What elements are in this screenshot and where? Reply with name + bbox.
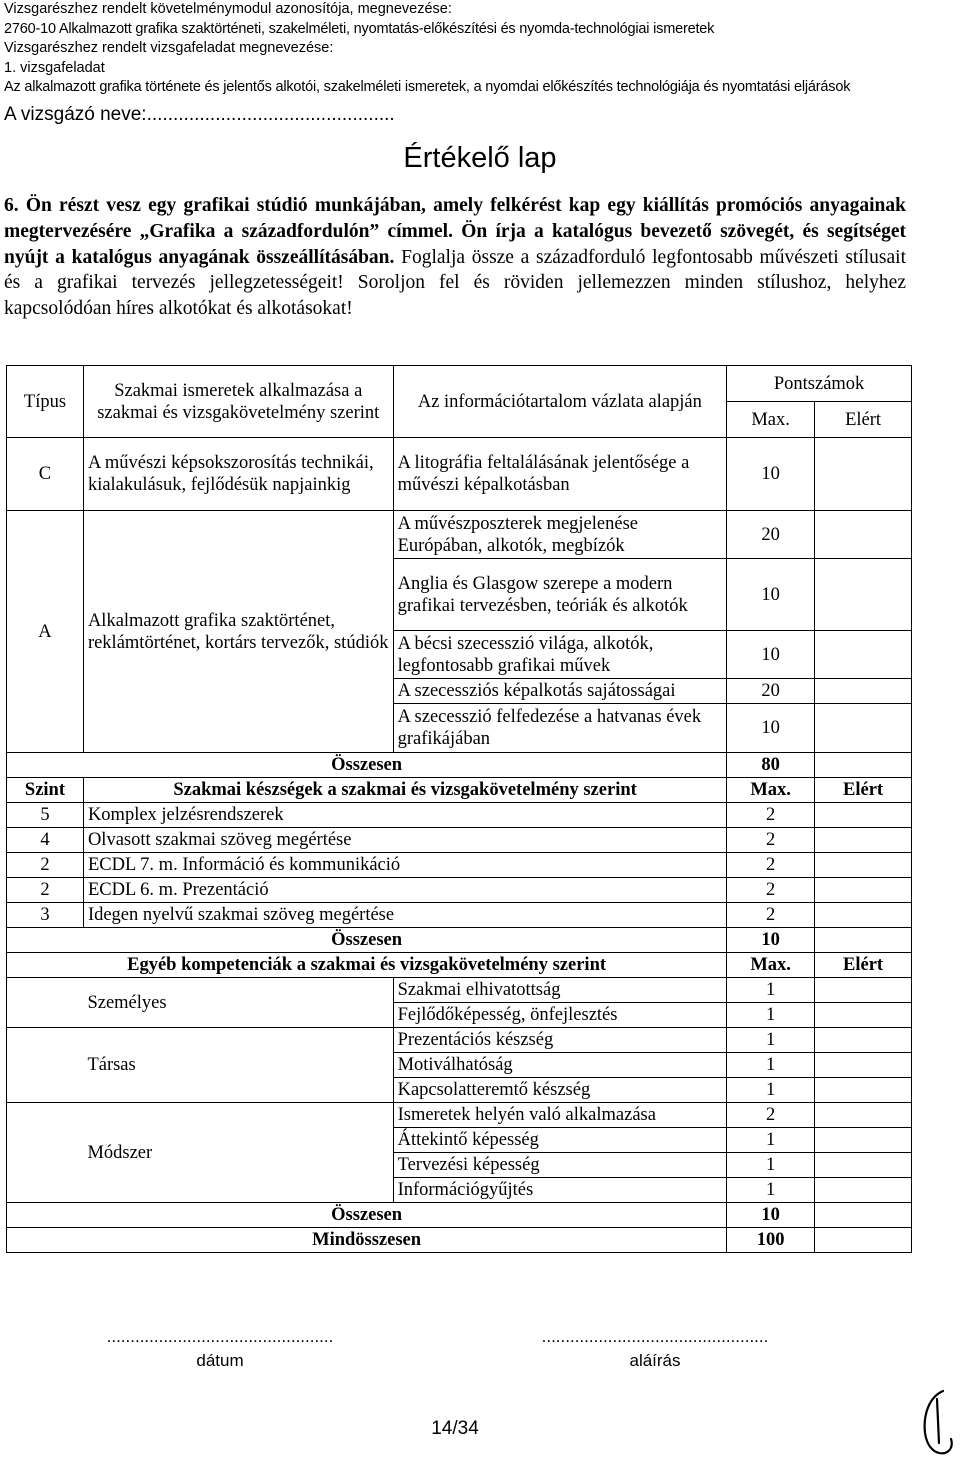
skill-name: Olvasott szakmai szöveg megértése bbox=[83, 828, 726, 853]
skill-achieved[interactable] bbox=[815, 803, 912, 828]
type-a-achieved[interactable] bbox=[815, 559, 912, 631]
competency-name: Motiválhatóság bbox=[393, 1053, 727, 1078]
points-header: Pontszámok bbox=[727, 366, 912, 402]
competency-name: Ismeretek helyén való alkalmazása bbox=[393, 1103, 727, 1128]
type-a-max: 10 bbox=[727, 704, 815, 753]
exam-task-number: 1. vizsgafeladat bbox=[4, 59, 105, 76]
competency-max: 1 bbox=[727, 1003, 815, 1028]
skills-header: Szakmai készségek a szakmai és vizsgakövetelmény szerint bbox=[83, 778, 726, 803]
grand-total-label: Mindösszesen bbox=[7, 1228, 727, 1253]
signature-label: aláírás bbox=[629, 1351, 681, 1370]
skills-achieved-header: Elért bbox=[815, 778, 912, 803]
group-personal: Személyes bbox=[83, 978, 393, 1028]
competency-achieved[interactable] bbox=[815, 1153, 912, 1178]
subtotal-achieved[interactable] bbox=[815, 1203, 912, 1228]
competency-name: Kapcsolatteremtő készség bbox=[393, 1078, 727, 1103]
group-social: Társas bbox=[83, 1028, 393, 1103]
skill-level: 2 bbox=[7, 853, 84, 878]
competency-name: Fejlődőképesség, önfejlesztés bbox=[393, 1003, 727, 1028]
skill-name: ECDL 6. m. Prezentáció bbox=[83, 878, 726, 903]
skill-achieved[interactable] bbox=[815, 878, 912, 903]
skill-level: 2 bbox=[7, 878, 84, 903]
skills-max-header: Max. bbox=[727, 778, 815, 803]
competency-max: 1 bbox=[727, 1178, 815, 1203]
type-a-item: Anglia és Glasgow szerepe a modern grafikai tervezésben, teóriák és alkotók bbox=[393, 559, 727, 631]
competency-max: 1 bbox=[727, 978, 815, 1003]
exam-task-name: Az alkalmazott grafika története és jelentős alkotói, szakelméleti ismeretek, a nyomdai előkészítés technológiája és nyomtatási eljárások bbox=[4, 79, 851, 96]
skill-name: Idegen nyelvű szakmai szöveg megértése bbox=[83, 903, 726, 928]
competency-name: Információgyűjtés bbox=[393, 1178, 727, 1203]
module-label: Vizsgarészhez rendelt követelménymodul azonosítója, megnevezése: bbox=[4, 1, 452, 17]
type-c-criteria: A művészi képsokszorosítás technikái, kialakulásuk, fejlődésük napjainkig bbox=[83, 438, 393, 511]
type-a-cell: A bbox=[7, 511, 84, 753]
subtotal-label: Összesen bbox=[7, 1203, 727, 1228]
page-title: Értékelő lap bbox=[403, 142, 557, 174]
criteria-header: Szakmai ismeretek alkalmazása a szakmai és vizsgakövetelmény szerint bbox=[83, 366, 393, 438]
subtotal-max: 10 bbox=[727, 928, 815, 953]
competency-max: 1 bbox=[727, 1078, 815, 1103]
competency-achieved[interactable] bbox=[815, 1128, 912, 1153]
competency-max: 2 bbox=[727, 1103, 815, 1128]
competency-achieved[interactable] bbox=[815, 1003, 912, 1028]
type-a-max: 10 bbox=[727, 631, 815, 679]
skill-name: Komplex jelzésrendszerek bbox=[83, 803, 726, 828]
type-a-achieved[interactable] bbox=[815, 679, 912, 704]
competency-achieved[interactable] bbox=[815, 1053, 912, 1078]
subtotal-max: 10 bbox=[727, 1203, 815, 1228]
signature-block bbox=[520, 1327, 790, 1371]
skill-name: ECDL 7. m. Információ és kommunikáció bbox=[83, 853, 726, 878]
competency-achieved[interactable] bbox=[815, 1028, 912, 1053]
skill-max: 2 bbox=[727, 853, 815, 878]
type-a-item: A bécsi szecesszió világa, alkotók, legfontosabb grafikai művek bbox=[393, 631, 727, 679]
type-c-cell: C bbox=[7, 438, 84, 511]
competency-achieved[interactable] bbox=[815, 978, 912, 1003]
skill-achieved[interactable] bbox=[815, 903, 912, 928]
task-instruction-text: Foglalja össze a századforduló legfontosabb művészeti stílusait és a grafikai tervezés jellegzetességeit! Soroljon fel és röviden jellemezzen minden stílushoz, helyhez kapcsolódóan híres alkotókat és alkotásokat! bbox=[4, 246, 906, 320]
competency-name: Tervezési képesség bbox=[393, 1153, 727, 1178]
page-number: 14/34 bbox=[431, 1418, 479, 1439]
type-a-criteria: Alkalmazott grafika szaktörténet, reklámtörténet, kortárs tervezők, stúdiók bbox=[83, 511, 393, 753]
competency-name: Prezentációs készség bbox=[393, 1028, 727, 1053]
type-a-achieved[interactable] bbox=[815, 511, 912, 559]
subtotal-label: Összesen bbox=[7, 753, 727, 778]
subtotal-achieved[interactable] bbox=[815, 928, 912, 953]
skill-achieved[interactable] bbox=[815, 853, 912, 878]
type-c-achieved[interactable] bbox=[815, 438, 912, 511]
skill-level: 3 bbox=[7, 903, 84, 928]
type-a-item: A szecesszió felfedezése a hatvanas évek grafikájában bbox=[393, 704, 727, 753]
type-a-achieved[interactable] bbox=[815, 704, 912, 753]
group-spacer bbox=[7, 1103, 84, 1203]
group-spacer bbox=[7, 1028, 84, 1103]
type-c-max: 10 bbox=[727, 438, 815, 511]
type-a-max: 10 bbox=[727, 559, 815, 631]
group-spacer bbox=[7, 978, 84, 1028]
competency-max: 1 bbox=[727, 1128, 815, 1153]
skill-max: 2 bbox=[727, 803, 815, 828]
date-dots: ................................................ bbox=[106, 1327, 334, 1346]
level-header: Szint bbox=[7, 778, 84, 803]
handwritten-mark bbox=[915, 1385, 955, 1460]
competency-achieved[interactable] bbox=[815, 1103, 912, 1128]
date-signature-block bbox=[85, 1327, 355, 1371]
skill-max: 2 bbox=[727, 828, 815, 853]
grand-total-max: 100 bbox=[727, 1228, 815, 1253]
competency-achieved[interactable] bbox=[815, 1178, 912, 1203]
skill-level: 5 bbox=[7, 803, 84, 828]
competencies-header: Egyéb kompetenciák a szakmai és vizsgakövetelmény szerint bbox=[7, 953, 727, 978]
grand-total-achieved[interactable] bbox=[815, 1228, 912, 1253]
task-bold-text: 6. Ön részt vesz egy grafikai stúdió munkájában, amely felkérést kap egy kiállítás promóciós anyagainak megtervezésére „Grafika a századfordulón” címmel. Ön írja a katalógus bevezető szövegét, és segítséget nyújt a katalógus anyagának összeállításában. bbox=[4, 195, 906, 268]
skill-achieved[interactable] bbox=[815, 828, 912, 853]
skill-max: 2 bbox=[727, 878, 815, 903]
skill-level: 4 bbox=[7, 828, 84, 853]
achieved-header: Elért bbox=[815, 402, 912, 438]
task-description bbox=[4, 193, 906, 322]
evaluation-table bbox=[6, 365, 912, 1253]
type-c-item: A litográfia feltalálásának jelentősége a művészi képalkotásban bbox=[393, 438, 727, 511]
subtotal-max: 80 bbox=[727, 753, 815, 778]
module-name: 2760-10 Alkalmazott grafika szaktörténeti, szakelméleti, nyomtatás-előkészítési és nyomda-technológiai ismeretek bbox=[4, 20, 715, 37]
competency-max: 1 bbox=[727, 1153, 815, 1178]
competency-achieved[interactable] bbox=[815, 1078, 912, 1103]
competency-name: Szakmai elhivatottság bbox=[393, 978, 727, 1003]
type-a-achieved[interactable] bbox=[815, 631, 912, 679]
exam-task-label: Vizsgarészhez rendelt vizsgafeladat megnevezése: bbox=[4, 40, 334, 57]
max-header: Max. bbox=[727, 402, 815, 438]
skill-max: 2 bbox=[727, 903, 815, 928]
competencies-achieved-header: Elért bbox=[815, 953, 912, 978]
subtotal-label: Összesen bbox=[7, 928, 727, 953]
date-label: dátum bbox=[196, 1351, 244, 1370]
type-a-max: 20 bbox=[727, 679, 815, 704]
type-a-max: 20 bbox=[727, 511, 815, 559]
outline-header: Az információtartalom vázlata alapján bbox=[393, 366, 727, 438]
competency-max: 1 bbox=[727, 1028, 815, 1053]
subtotal-achieved[interactable] bbox=[815, 753, 912, 778]
competency-name: Áttekintő képesség bbox=[393, 1128, 727, 1153]
document-header bbox=[4, 0, 954, 98]
type-a-item: A művészposzterek megjelenése Európában, alkotók, megbízók bbox=[393, 511, 727, 559]
competencies-max-header: Max. bbox=[727, 953, 815, 978]
group-method: Módszer bbox=[83, 1103, 393, 1203]
competency-max: 1 bbox=[727, 1053, 815, 1078]
examinee-name-field: A vizsgázó neve:............................................... bbox=[4, 104, 395, 125]
signature-dots: ................................................ bbox=[541, 1327, 769, 1346]
type-a-item: A szecessziós képalkotás sajátosságai bbox=[393, 679, 727, 704]
type-header: Típus bbox=[7, 366, 84, 438]
